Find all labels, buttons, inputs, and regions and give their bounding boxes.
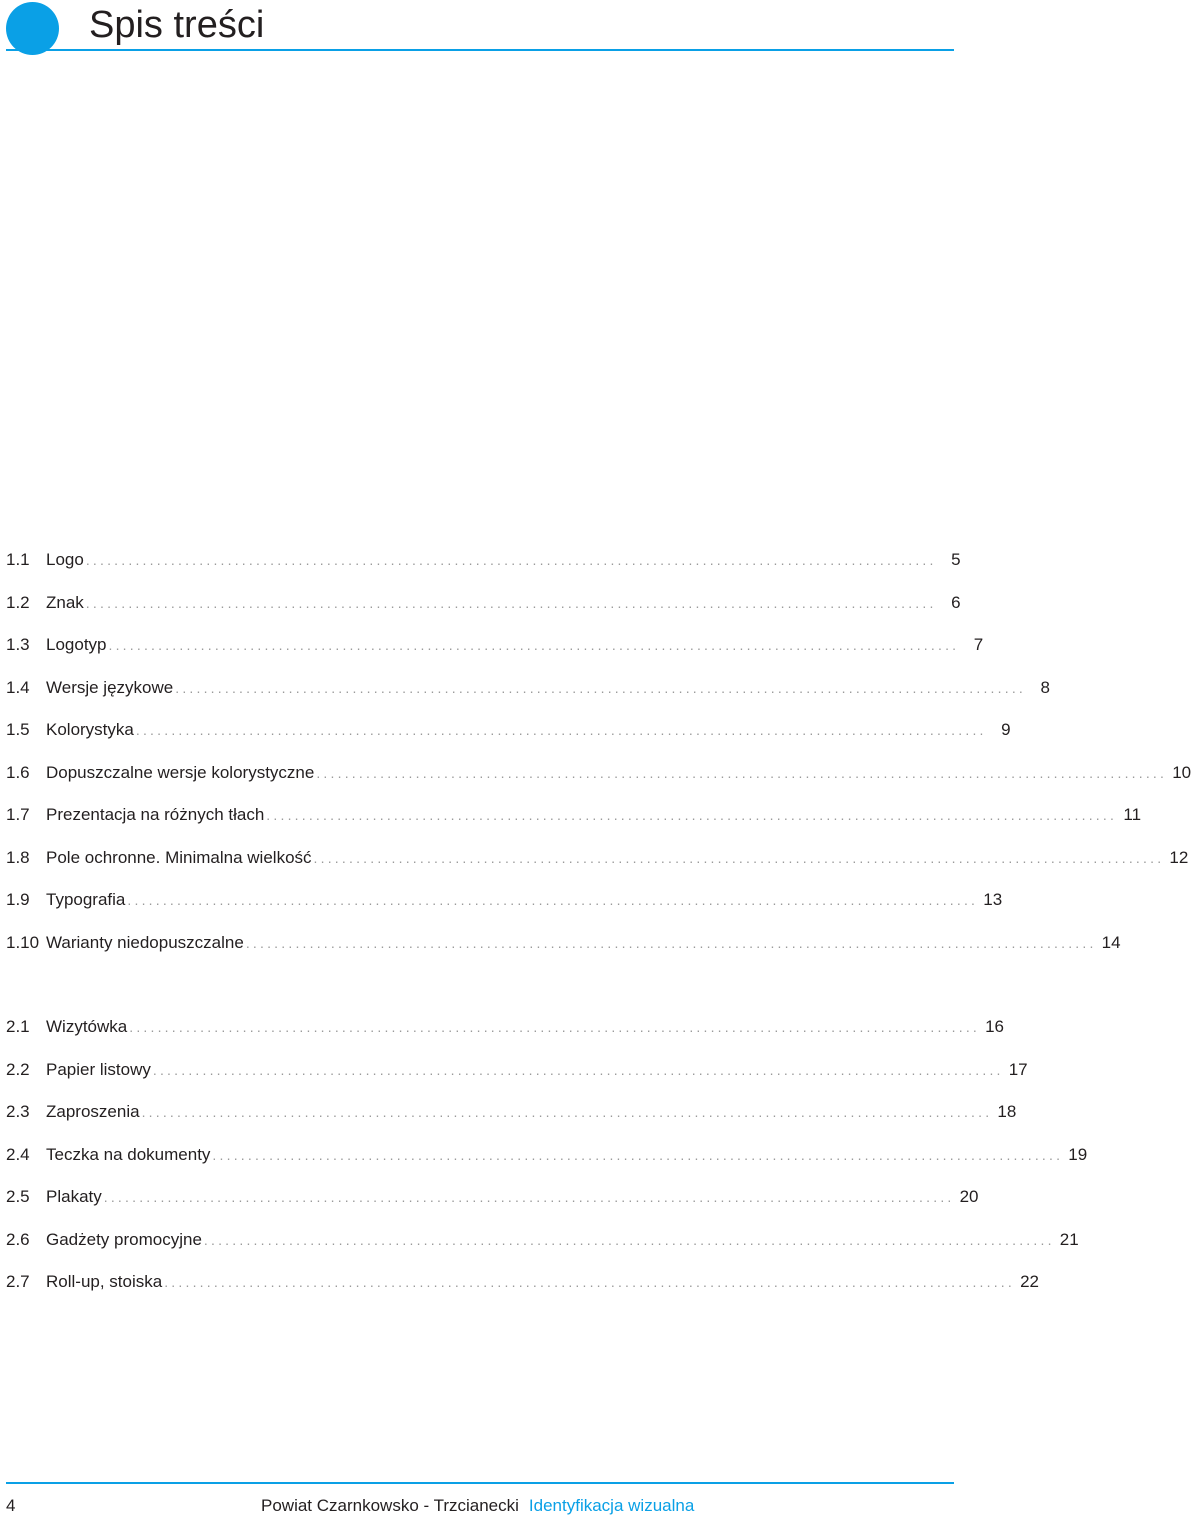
toc-entry-number: 1.5 [6, 720, 30, 739]
toc-entry-page: 11 [1123, 805, 1142, 824]
toc-dot-leader: ........................................................................................................................ [313, 849, 1165, 866]
toc-entry[interactable] [6, 761, 1191, 785]
toc-entry-title: Wersje językowe [46, 677, 174, 697]
toc-entry-page: 8 [1040, 677, 1050, 697]
toc-entry-page: 16 [985, 1017, 1004, 1036]
toc-entry[interactable] [6, 1015, 1004, 1039]
toc-entry-title: Zaproszenia [46, 1102, 140, 1121]
toc-entry[interactable] [6, 718, 1011, 742]
toc-entry-page: 21 [1059, 1229, 1079, 1249]
toc-entry-number: 2.1 [6, 1017, 30, 1036]
toc-entry[interactable] [6, 548, 961, 572]
toc-entry-number: 1.3 [6, 635, 30, 654]
toc-entry-title: Dopuszczalne wersje kolorystyczne [46, 762, 315, 782]
toc-entry-title: Prezentacja na różnych tłach [46, 805, 265, 824]
toc-dot-leader: ........................................................................................................................ [245, 934, 1097, 951]
toc-entry-title: Gadżety promocyjne [46, 1229, 202, 1249]
toc-entry-number: 1.10 [6, 932, 40, 952]
toc-dot-leader: ........................................................................................................................ [85, 552, 937, 568]
toc-dot-leader: ........................................................................................................................ [175, 679, 1026, 696]
toc-dot-leader: ........................................................................................................................ [266, 807, 1118, 823]
toc-entry[interactable] [6, 1185, 979, 1209]
toc-entry-title: Typografia [46, 890, 126, 909]
toc-entry-number: 1.4 [6, 677, 30, 697]
toc-dot-leader: ........................................................................................................................ [108, 637, 960, 653]
toc-entry-title: Warianty niedopuszczalne [46, 932, 244, 952]
toc-entry-number: 2.3 [6, 1102, 30, 1121]
toc-entry-number: 2.6 [6, 1229, 30, 1249]
toc-entry-page: 12 [1169, 847, 1189, 867]
toc-entry-page: 20 [959, 1187, 979, 1206]
toc-entry-title: Logo [46, 550, 84, 569]
toc-entry[interactable] [6, 1143, 1088, 1167]
toc-entry[interactable] [6, 846, 1189, 870]
toc-entry-page: 10 [1172, 762, 1191, 782]
toc-dot-leader: ........................................................................................................................ [164, 1274, 1015, 1290]
toc-dot-leader: ........................................................................................................................ [203, 1231, 1055, 1248]
toc-entry-title: Kolorystyka [46, 720, 134, 739]
toc-entry-title: Znak [46, 592, 84, 612]
toc-entry-title: Teczka na dokumenty [46, 1144, 211, 1164]
toc-dot-leader: ........................................................................................................................ [316, 764, 1168, 781]
toc-dot-leader: ........................................................................................................................ [152, 1061, 1004, 1078]
toc-dot-leader: ........................................................................................................................ [103, 1189, 955, 1205]
toc-entry-page: 18 [997, 1102, 1017, 1121]
toc-dot-leader: ........................................................................................................................ [129, 1019, 980, 1035]
toc-entry[interactable] [6, 633, 984, 657]
toc-entry[interactable] [6, 803, 1142, 827]
header-dot [6, 2, 59, 55]
toc-entry[interactable] [6, 888, 1003, 912]
toc-entry-title: Pole ochronne. Minimalna wielkość [46, 847, 312, 867]
header-rule [6, 49, 954, 51]
footer-rule [6, 1482, 954, 1484]
toc-entry-number: 2.5 [6, 1187, 30, 1206]
toc-entry-number: 1.7 [6, 805, 30, 824]
toc-entry-title: Logotyp [46, 635, 107, 654]
footer-publisher: Powiat Czarnkowsko - Trzcianecki [261, 1496, 519, 1515]
toc-entry-title: Plakaty [46, 1187, 102, 1206]
toc-entry[interactable] [6, 1228, 1079, 1252]
toc-entry-page: 22 [1020, 1272, 1039, 1291]
toc-entry-number: 1.2 [6, 592, 30, 612]
toc-entry-page: 17 [1008, 1059, 1028, 1079]
toc-dot-leader: ........................................................................................................................ [212, 1146, 1064, 1163]
toc-entry-page: 14 [1101, 932, 1121, 952]
toc-entry[interactable] [6, 1058, 1028, 1082]
footer-text [261, 1494, 694, 1518]
toc-dot-leader: ........................................................................................................................ [141, 1104, 993, 1120]
toc-entry[interactable] [6, 1100, 1017, 1124]
toc-entry-number: 1.6 [6, 762, 30, 782]
toc-entry[interactable] [6, 591, 961, 615]
toc-dot-leader: ........................................................................................................................ [127, 892, 979, 908]
toc-entry-number: 2.7 [6, 1272, 30, 1291]
footer-section: Identyfikacja wizualna [528, 1496, 695, 1515]
toc-entry-page: 6 [951, 592, 961, 612]
toc-entry-number: 1.1 [6, 550, 30, 569]
page-title: Spis treści [89, 4, 265, 46]
toc-entry[interactable] [6, 1270, 1039, 1294]
footer-page-number: 4 [6, 1496, 16, 1515]
toc-entry-title: Papier listowy [46, 1059, 151, 1079]
toc-entry-number: 1.8 [6, 847, 30, 867]
toc-entry[interactable] [6, 931, 1121, 955]
toc-dot-leader: ........................................................................................................................ [135, 722, 987, 738]
toc-entry-page: 7 [973, 635, 984, 654]
toc-entry-number: 2.2 [6, 1059, 30, 1079]
toc-entry[interactable] [6, 676, 1050, 700]
toc-entry-title: Wizytówka [46, 1017, 128, 1036]
toc-entry-page: 19 [1068, 1144, 1088, 1164]
toc-dot-leader: ........................................................................................................................ [85, 594, 937, 611]
toc-entry-number: 2.4 [6, 1144, 30, 1164]
toc-entry-title: Roll-up, stoiska [46, 1272, 163, 1291]
toc-entry-page: 13 [983, 890, 1003, 909]
toc-entry-page: 5 [951, 550, 961, 569]
toc-entry-number: 1.9 [6, 890, 30, 909]
toc-entry-page: 9 [1001, 720, 1011, 739]
